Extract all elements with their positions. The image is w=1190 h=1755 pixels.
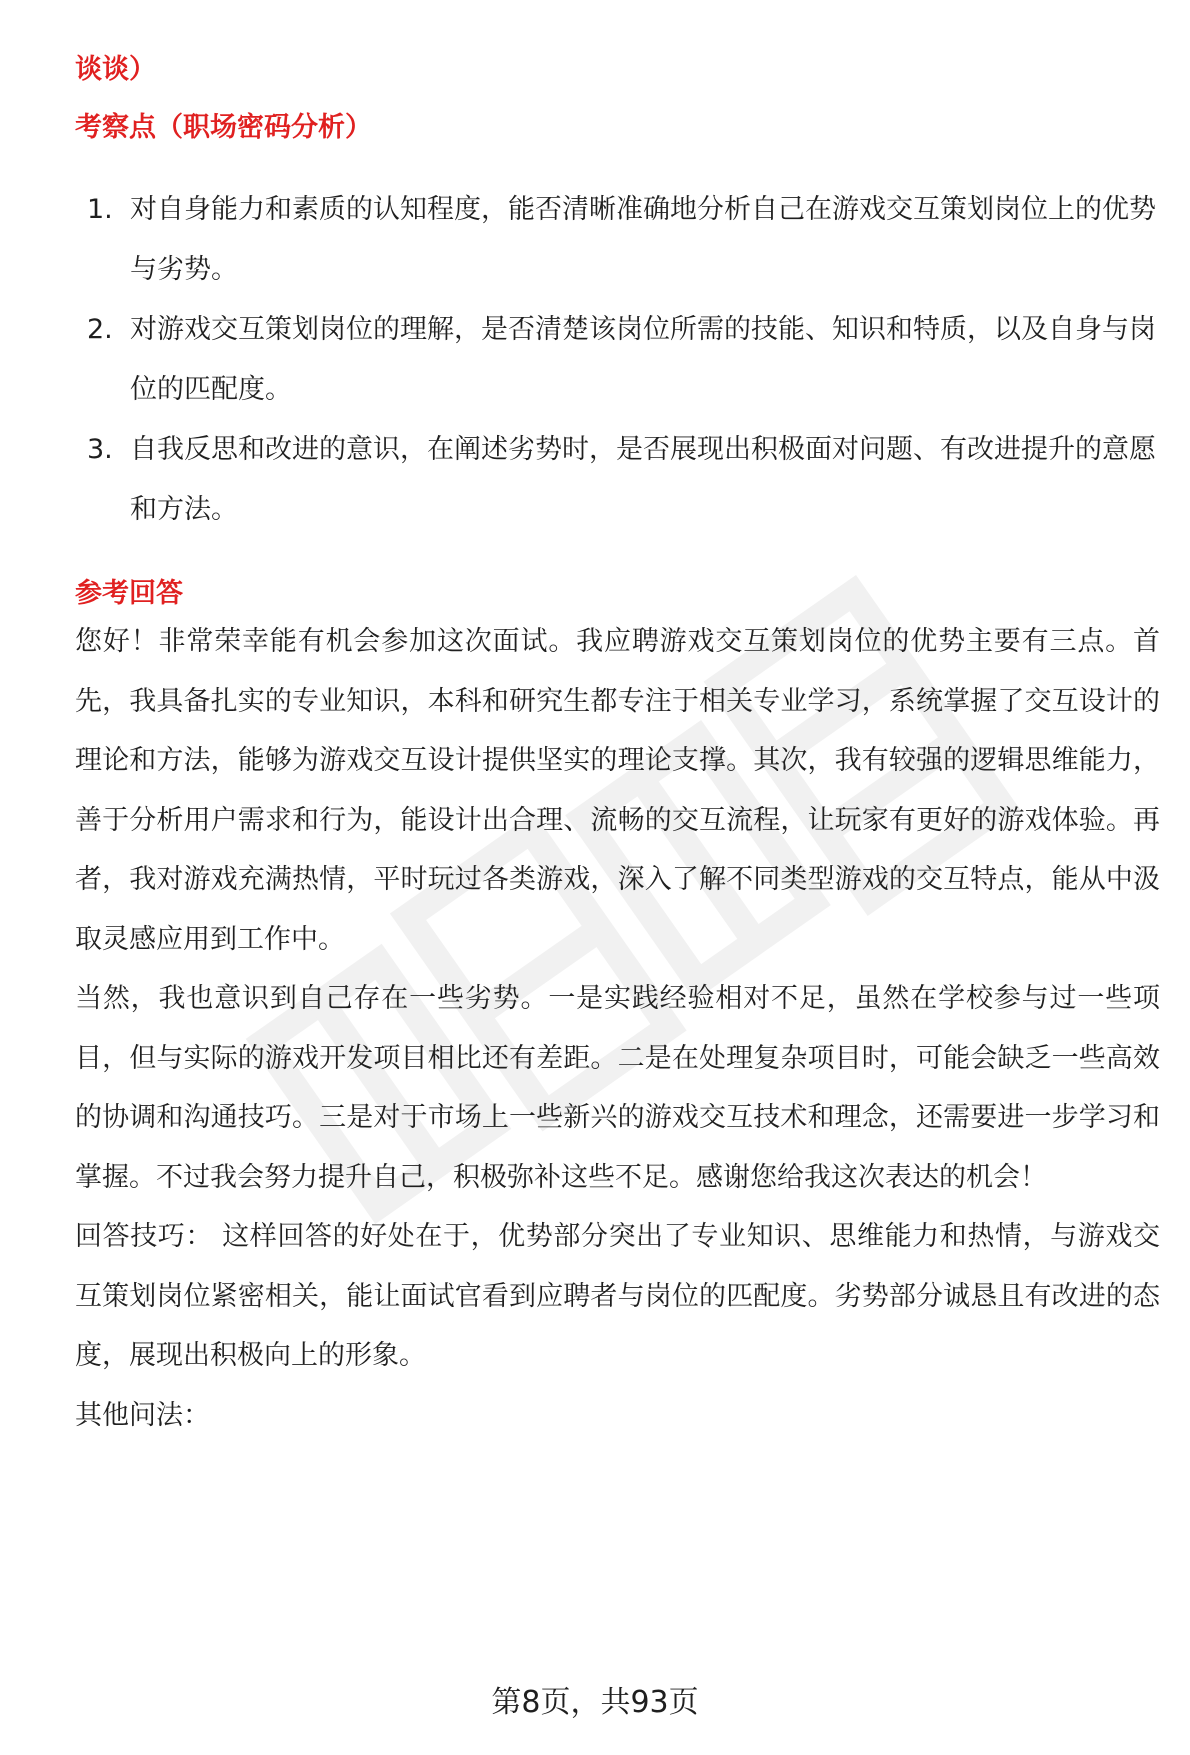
list-item-number: 2. <box>87 314 113 345</box>
page-content <box>75 48 1160 1445</box>
list-item-text: 对自身能力和素质的认知程度，能否清晰准确地分析自己在游戏交互策划岗位上的优势与劣势。 <box>130 194 1156 285</box>
assessment-points-list <box>75 180 1160 540</box>
answer-paragraph-weaknesses: 当然，我也意识到自己存在一些劣势。一是实践经验相对不足，虽然在学校参与过一些项目，但与实际的游戏开发项目相比还有差距。二是在处理复杂项目时，可能会缺乏一些高效的协调和沟通技巧。三是对于市场上一些新兴的游戏交互技术和理念，还需要进一步学习和掌握。不过我会努力提升自己，积极弥补这些不足。感谢您给我这次表达的机会！ <box>75 983 1160 1193</box>
list-item-text: 对游戏交互策划岗位的理解，是否清楚该岗位所需的技能、知识和特质，以及自身与岗位的匹配度。 <box>130 314 1156 405</box>
list-item <box>75 300 1160 420</box>
list-item <box>75 180 1160 300</box>
section-heading-continued: 谈谈） <box>75 54 156 85</box>
answer-tips-paragraph: 回答技巧： 这样回答的好处在于，优势部分突出了专业知识、思维能力和热情，与游戏交互策划岗位紧密相关，能让面试官看到应聘者与岗位的匹配度。劣势部分诚恳且有改进的态度，展现出积极向上的形象。 <box>75 1221 1160 1371</box>
section-heading-reference-answer: 参考回答 <box>75 578 183 609</box>
list-item-number: 1. <box>87 194 113 225</box>
list-item-number: 3. <box>87 434 113 465</box>
other-questions-label: 其他问法： <box>75 1399 210 1431</box>
answer-paragraph-strengths: 您好！非常荣幸能有机会参加这次面试。我应聘游戏交互策划岗位的优势主要有三点。首先，我具备扎实的专业知识，本科和研究生都专注于相关专业学习，系统掌握了交互设计的理论和方法，能够为游戏交互设计提供坚实的理论支撑。其次，我有较强的逻辑思维能力，善于分析用户需求和行为，能设计出合理、流畅的交互流程，让玩家有更好的游戏体验。再者，我对游戏充满热情，平时玩过各类游戏，深入了解不同类型游戏的交互特点，能从中汲取灵感应用到工作中。 <box>75 626 1160 955</box>
section-heading-assessment-points: 考察点（职场密码分析） <box>75 112 372 143</box>
list-item-text: 自我反思和改进的意识，在阐述劣势时，是否展现出积极面对问题、有改进提升的意愿和方法。 <box>130 434 1156 525</box>
list-item <box>75 420 1160 540</box>
page-number-footer: 第8页，共93页 <box>491 1685 699 1720</box>
